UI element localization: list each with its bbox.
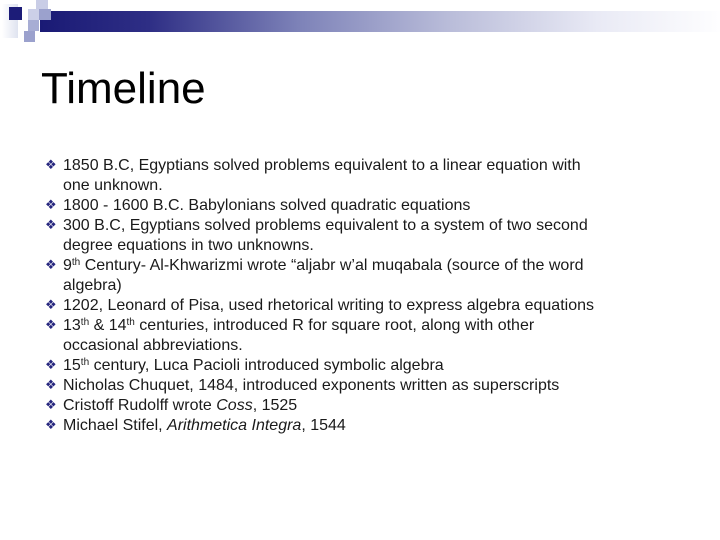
- list-item: [45, 196, 695, 216]
- list-item: [45, 316, 695, 356]
- bullet-diamond-icon: ❖: [45, 158, 57, 173]
- bullet-diamond-icon: ❖: [45, 318, 57, 333]
- list-item-text: 300 B.C, Egyptians solved problems equivalent to a system of two second degree equations in two unknowns.: [63, 217, 588, 254]
- bullet-diamond-icon: ❖: [45, 218, 57, 233]
- bullet-diamond-icon: ❖: [45, 198, 57, 213]
- list-item: [45, 416, 695, 436]
- decor-square: [39, 9, 51, 20]
- bullet-list: [45, 156, 695, 436]
- list-item-text: 1202, Leonard of Pisa, used rhetorical writing to express algebra equations: [63, 297, 594, 314]
- list-item: [45, 396, 695, 416]
- list-item: [45, 376, 695, 396]
- list-item-text: 15th century, Luca Pacioli introduced symbolic algebra: [63, 357, 444, 374]
- list-item-text: Michael Stifel, Arithmetica Integra, 1544: [63, 417, 346, 434]
- list-item: [45, 156, 695, 196]
- bullet-diamond-icon: ❖: [45, 398, 57, 413]
- list-item-text: Nicholas Chuquet, 1484, introduced exponents written as superscripts: [63, 377, 560, 394]
- list-item-text: 1850 B.C, Egyptians solved problems equivalent to a linear equation with one unknown.: [63, 157, 581, 194]
- header-gradient-bar: [40, 11, 720, 32]
- slide-title: Timeline: [41, 64, 206, 113]
- bullet-diamond-icon: ❖: [45, 298, 57, 313]
- list-item-text: 9th Century- Al-Khwarizmi wrote “aljabr w’al muqabala (source of the word algebra): [63, 257, 584, 294]
- decor-square: [28, 20, 39, 31]
- bullet-diamond-icon: ❖: [45, 418, 57, 433]
- list-item-text: 13th & 14th centuries, introduced R for square root, along with other occasional abbreviations.: [63, 317, 535, 354]
- list-item: [45, 296, 695, 316]
- list-item: [45, 216, 695, 256]
- list-item-text: 1800 - 1600 B.C. Babylonians solved quadratic equations: [63, 197, 471, 214]
- decor-square-dark: [9, 7, 22, 20]
- list-item: [45, 256, 695, 296]
- bullet-diamond-icon: ❖: [45, 258, 57, 273]
- bullet-diamond-icon: ❖: [45, 358, 57, 373]
- decor-square: [28, 9, 39, 20]
- list-item-text: Cristoff Rudolff wrote Coss, 1525: [63, 397, 298, 414]
- bullet-diamond-icon: ❖: [45, 378, 57, 393]
- decor-square: [24, 31, 35, 42]
- list-item: [45, 356, 695, 376]
